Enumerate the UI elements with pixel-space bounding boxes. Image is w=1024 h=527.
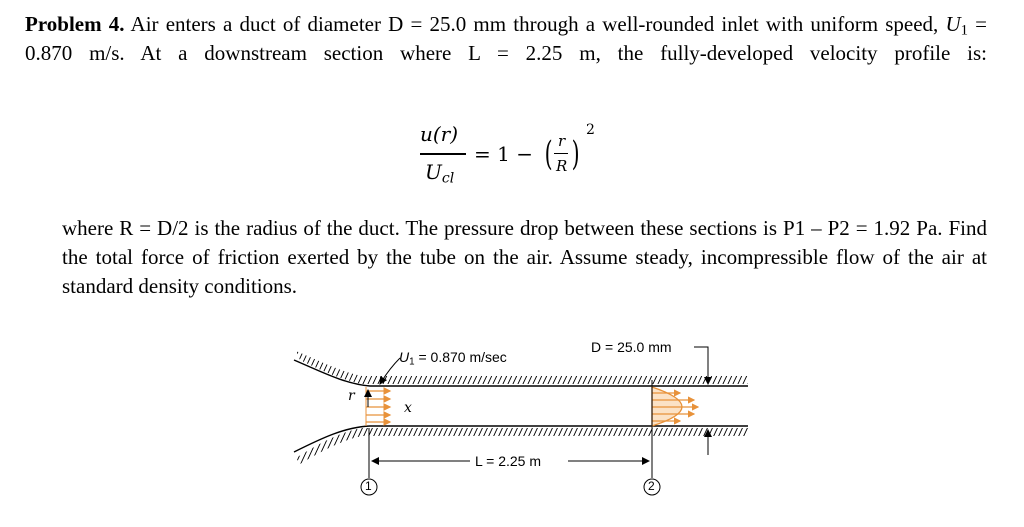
intro-text-b: = 0.870 m/s. At a downstream section where L = 2.25 m, the fully-developed velocity profile is: bbox=[25, 12, 988, 65]
eq-ratio-numerator: r bbox=[558, 132, 566, 150]
length-label: L = 2.25 m bbox=[475, 453, 542, 469]
x-label: x bbox=[404, 400, 412, 416]
problem-number: Problem 4. bbox=[25, 12, 125, 36]
inlet-uniform-arrows bbox=[366, 391, 390, 422]
top-wall-hatch bbox=[296, 351, 748, 384]
eq-exponent: 2 bbox=[586, 122, 595, 138]
section-1-number: 1 bbox=[365, 479, 372, 493]
eq-numerator: u(r) bbox=[420, 122, 459, 146]
eq-paren-close: ) bbox=[571, 134, 580, 174]
intro-text-a: Air enters a duct of diameter D = 25.0 mm through a well-rounded inlet with uniform speed, bbox=[124, 12, 946, 36]
diameter-dim-top bbox=[694, 347, 708, 381]
eq-ratio-denominator: R bbox=[556, 157, 568, 175]
r-label: r bbox=[348, 388, 355, 404]
inlet-speed-label: $U_1 = 0.870$ m/sec bbox=[399, 349, 507, 368]
inlet-speed-symbol: U bbox=[945, 12, 961, 36]
section-2-number: 2 bbox=[648, 479, 655, 493]
diameter-label: D = 25.0 mm bbox=[591, 339, 672, 355]
eq-rhs: = 1 − bbox=[474, 142, 533, 166]
eq-denominator: $U_{cl}$ bbox=[425, 160, 455, 187]
inlet-speed-subscript: 1 bbox=[960, 22, 968, 39]
problem-followup: where R = D/2 is the radius of the duct. The pressure drop between these sections is P1 – P2 = 1.92 Pa. Find the total force of friction exerted by the tube on the air. Assume steady, incompressible flow of the air at standard density conditions. bbox=[62, 216, 987, 298]
eq-paren-open: ( bbox=[544, 134, 553, 174]
